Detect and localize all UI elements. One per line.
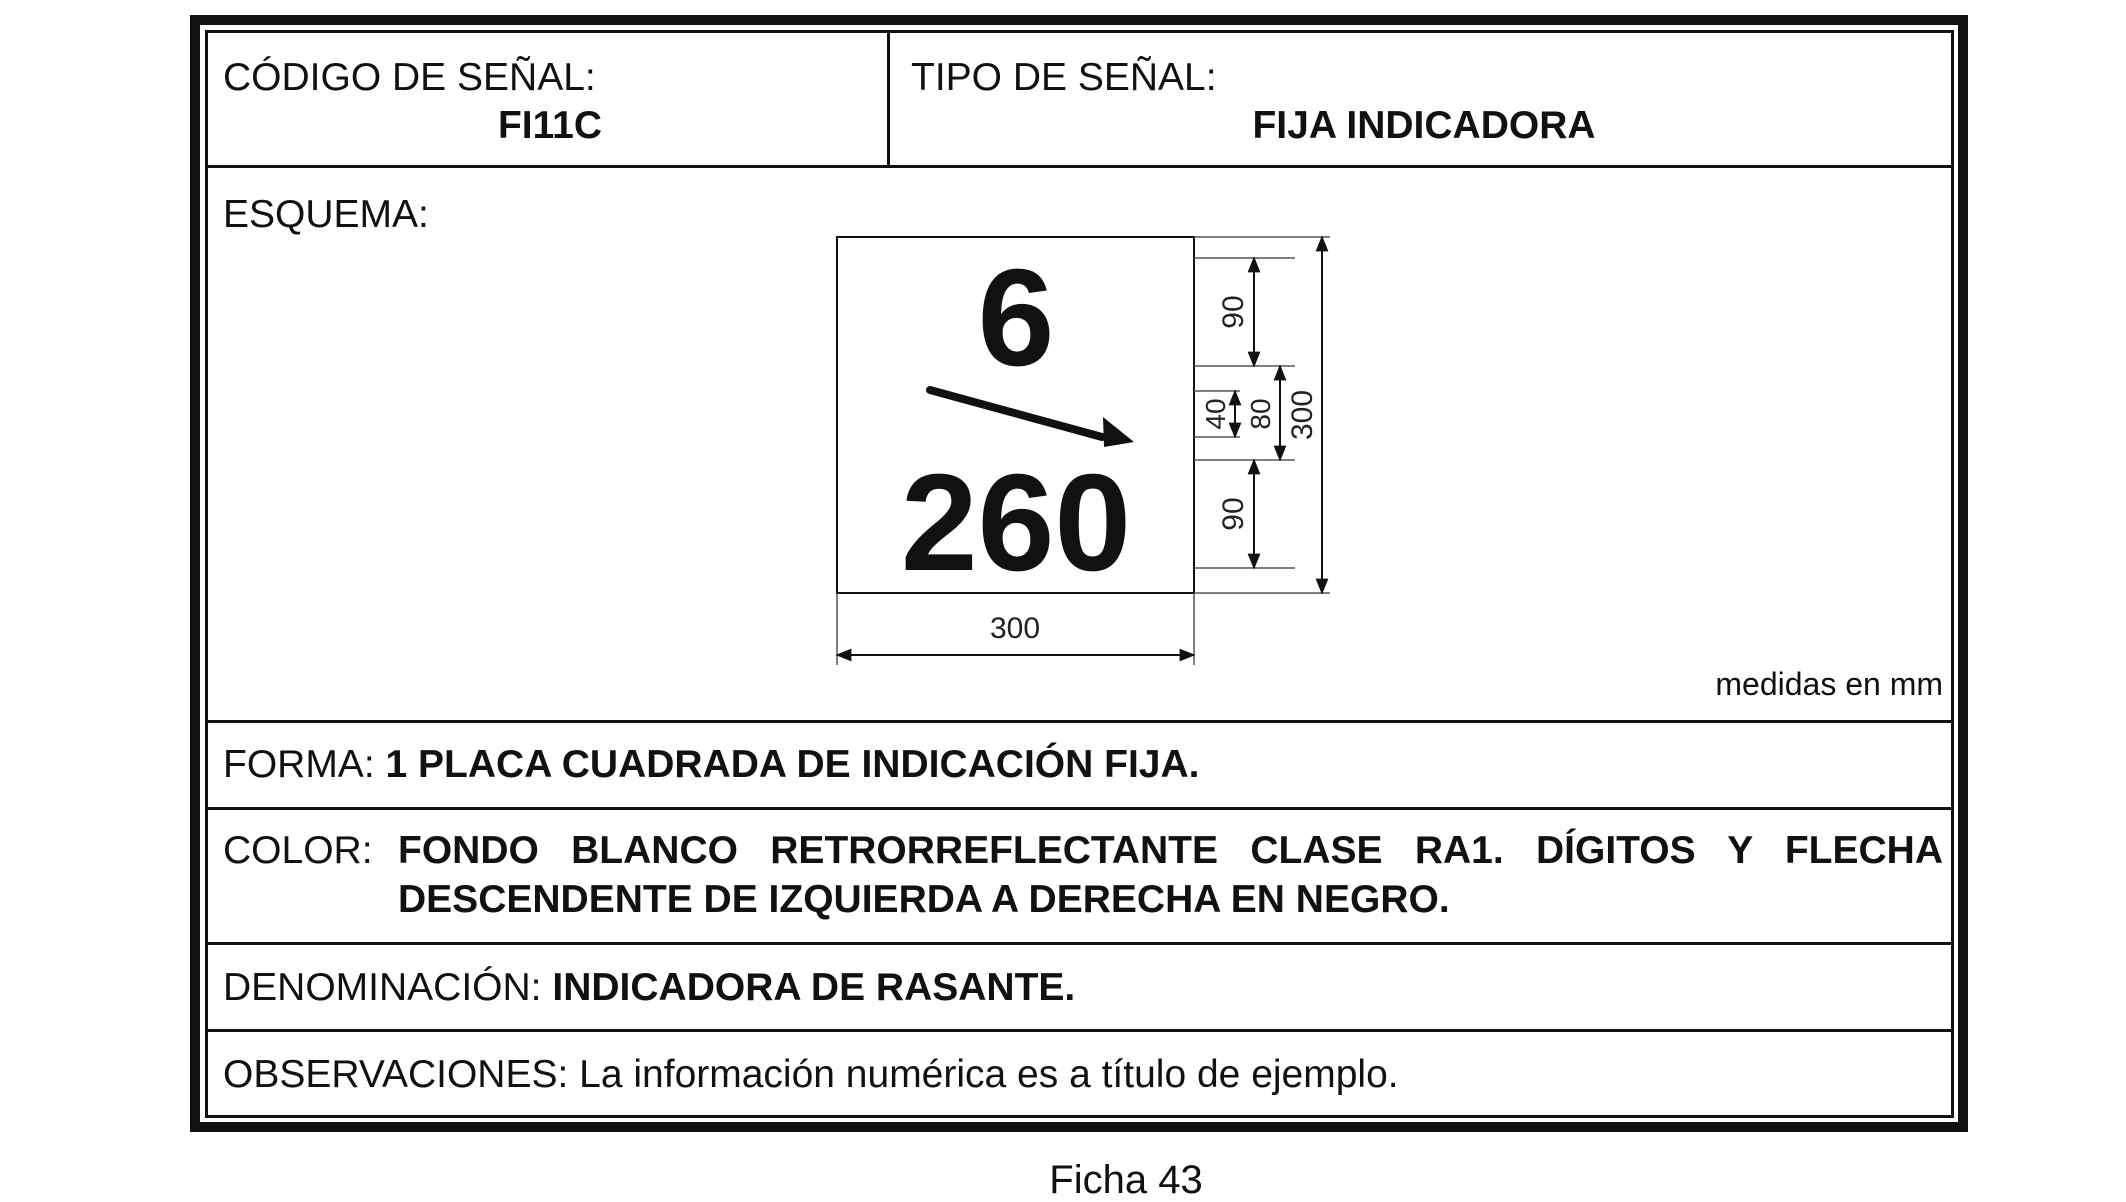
- denominacion-label: DENOMINACIÓN:: [223, 966, 542, 1009]
- codigo-value: FI11C: [497, 104, 603, 147]
- row-divider-header: [205, 165, 1954, 168]
- ficha-caption: Ficha 43: [1049, 1158, 1203, 1202]
- dim-middle-outer-label: 80: [1245, 398, 1276, 430]
- color-label: COLOR:: [223, 829, 373, 872]
- denominacion-value: INDICADORA DE RASANTE.: [552, 966, 1076, 1009]
- sign-schema-drawing: [820, 225, 1340, 675]
- denominacion-row: [223, 968, 1075, 1007]
- observaciones-value: La información numérica es a título de ejemplo.: [579, 1053, 1399, 1096]
- tipo-label: TIPO DE SEÑAL:: [911, 56, 1217, 99]
- color-value: FONDO BLANCO RETRORREFLECTANTE CLASE RA1. DÍGITOS Y FLECHA DESCENDENTE DE IZQUIERDA A DERECHA EN NEGRO.: [398, 829, 1943, 921]
- sign-top-number: 6: [977, 241, 1055, 395]
- dim-width-label: 300: [989, 612, 1041, 645]
- sign-bottom-number: 260: [900, 446, 1132, 600]
- observaciones-row: [223, 1055, 1399, 1094]
- row-divider-color: [205, 942, 1954, 945]
- dim-middle-inner-label: 40: [1200, 398, 1231, 430]
- tipo-value: FIJA INDICADORA: [1252, 104, 1596, 147]
- forma-value: 1 PLACA CUADRADA DE INDICACIÓN FIJA.: [385, 743, 1200, 786]
- dim-top-block-label: 90: [1217, 295, 1250, 329]
- dim-bottom-block-label: 90: [1217, 497, 1250, 531]
- row-divider-forma: [205, 807, 1954, 810]
- dim-height-label: 300: [1286, 389, 1319, 441]
- units-note: medidas en mm: [1715, 666, 1943, 702]
- forma-row: [223, 745, 1200, 784]
- row-divider-denominacion: [205, 1029, 1954, 1032]
- forma-label: FORMA:: [223, 743, 375, 786]
- header-column-divider: [887, 30, 890, 168]
- row-divider-schema: [205, 720, 1954, 723]
- codigo-label: CÓDIGO DE SEÑAL:: [223, 56, 596, 99]
- observaciones-label: OBSERVACIONES:: [223, 1053, 569, 1096]
- esquema-label: ESQUEMA:: [223, 193, 429, 236]
